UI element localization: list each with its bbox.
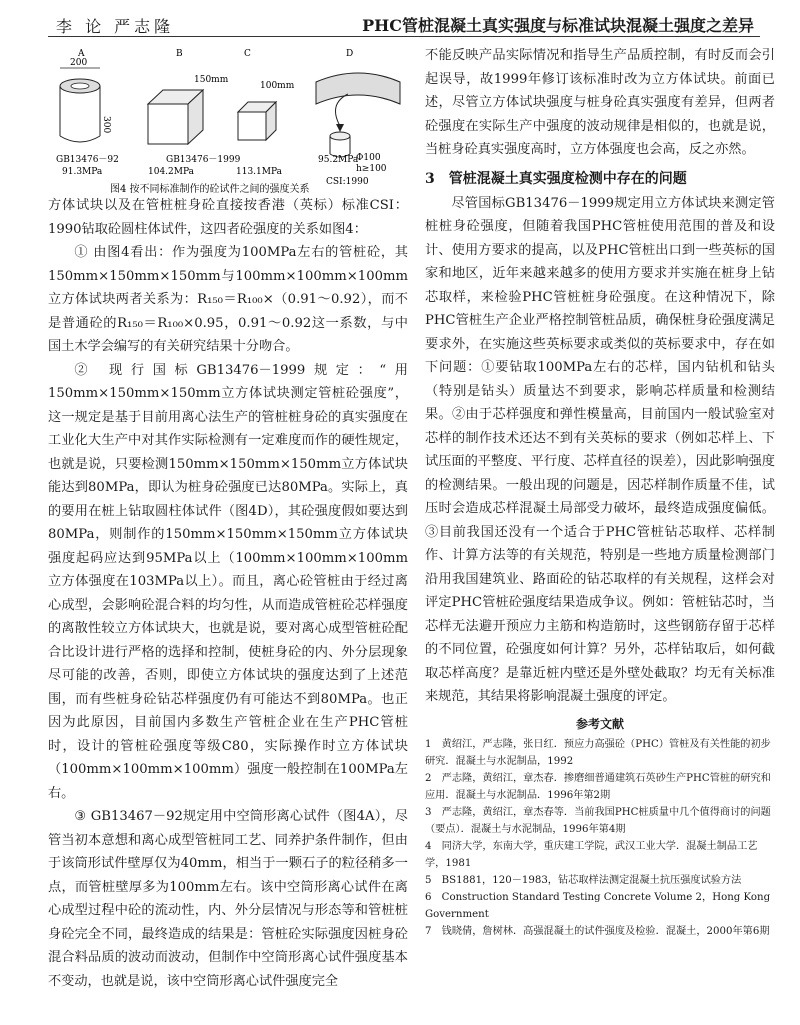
section-title: 3 管桩混凝土真实强度检测中存在的问题 xyxy=(425,170,687,187)
paragraph: ② 现行国标GB13476－1999规定：“用150mm×150mm×150mm立方体试块测定管桩砼强度”，这一规定是基于目前用离心法生产的管桩桩身砼的真实强度在工业化大生产中对其作实际检测有一定难度而作的硬性规定，也就是说，只要检测150mm×150mm×150mm立方体试块能达到80MPa，即认为桩身砼强度已达80MPa。实际上，真的要用在桩上钻取圆柱体试件（图4D），其砼强度假如要达到80MPa，则制作的150mm×150mm×150mm立方体试块强度起码应达到95MPa以上（100mm×100mm×100mm立方体强度在103MPa以上）。而且，离心砼管桩由于经过离心成型，会影响砼混合料的均匀性，从而造成管桩砼芯样强度的离散性较立方体试块大，也就是说，要对离心成型管桩砼配合比设计进行严格的选择和控制，使桩身砼的内、外分层现象尽可能的改善，否则，即使立方体试块的强度达到了上述范围，而有些桩身砼钻芯样强度仍有可能达不到80MPa。也正因为此原因，目前国内多数生产管桩企业在生产PHC管桩时，设计的管桩砼强度等级C80，实际操作时立方体试块（100mm×100mm×100mm）强度一般控制在100MPa左右。 xyxy=(48,362,408,801)
running-header xyxy=(48,8,760,37)
paragraph: 方体试块以及在管桩桩身砼直接按香港（英标）标准CSI：1990钻取砼圆柱体试件，这四者砼强度的关系如图4： xyxy=(48,198,408,237)
fig-dim-d1: Φ100 xyxy=(356,153,381,163)
fig-letter-a: A xyxy=(78,49,85,59)
cube-150 xyxy=(148,104,188,144)
core-sample xyxy=(330,132,350,140)
fig-dim-d2: h≥100 xyxy=(356,164,387,174)
header-authors: 李 论 严志隆 xyxy=(56,17,175,36)
fig-standard-a: GB13476－92 xyxy=(56,155,119,165)
paragraph: ③ GB13467－92规定用中空筒形离心试件（图4A），尽管当初本意想和离心成型管桩同工艺、同养护条件制作，但由于该筒形试件壁厚仅为40mm，相当于一颗石子的粒径稍多一点，而管桩壁厚多为100mm左右。该中空筒形离心试件在离心成型过程中砼的流动性，内、外分层情况与形态等和管桩桩身砼完全不同，最终造成的结果是：管桩砼实际强度因桩身砼混合料品质的波动而波动，但制作中空筒形离心试件强度基本不变动，也就是说，该中空筒形离心试件强度完全 xyxy=(48,809,408,989)
reference-item: 2 严志隆，黄绍江，章杰春．掺磨细普通建筑石英砂生产PHC管桩的研究和应用．混凝土与水泥制品．1996年第2期 xyxy=(425,772,771,801)
fig-strength-c: 113.1MPa xyxy=(236,167,282,177)
left-column xyxy=(48,44,408,993)
fig-dim-c: 100mm xyxy=(260,81,295,91)
figure-4-drawing xyxy=(48,44,408,194)
fig-strength-d: 95.2MPa xyxy=(318,155,359,165)
fig-strength-a: 91.3MPa xyxy=(62,167,103,177)
pile-segment xyxy=(316,73,400,104)
fig-standard-d: CSI:1990 xyxy=(326,177,369,187)
paragraph: 不能反映产品实际情况和指导生产品质控制，有时反而会引起误导，故1999年修订该标准时改为立方体试块。前面已述，尽管立方体试块强度与桩身砼真实强度有差异，但两者砼强度在实际生产中强度的波动规律是相似的，也就是说，当桩身砼真实强度高时，立方体强度也会高，反之亦然。 xyxy=(425,48,775,157)
references-title: 参考文献 xyxy=(575,716,624,731)
reference-item: 6 Construction Standard Testing Concrete Volume 2，Hong Kong Government xyxy=(425,891,771,920)
paragraph: 尽管国标GB13476－1999规定用立方体试块来测定管桩桩身砼强度，但随着我国PHC管桩使用范围的普及和设计、使用方要求的提高，以及PHC管桩出口到一些英标的国家和地区，近年来越来越多的使用方要求并实施在桩身上钻芯取样，来检验PHC管桩桩身砼强度。在这种情况下，除PHC管桩生产企业严格控制管桩品质，确保桩身砼强度满足要求外，在实施这些英标要求或类似的英标要求中，存在如下问题：①要钻取100MPa左右的芯样，国内钻机和钻头（特别是钻头）质量达不到要求，影响芯样质量和检测结果。②由于芯样强度和弹性模量高，目前国内一般试验室对芯样的制作技术还达不到有关英标的要求（例如芯样上、下试压面的平整度、平行度、芯样直径的误差），因此影响强度的检测结果。一般出现的问题是，因芯样制作质量不佳，试压时会造成芯样混凝土局部受力破坏，最终造成强度偏低。③目前我国还没有一个适合于PHC管桩钻芯取样、芯样制作、计算方法等的有关规范，特别是一些地方质量检测部门沿用我国建筑业、路面砼的钻芯取样的有关规程，这样会对评定PHC管桩砼强度结果造成争议。例如：管桩钻芯时，当芯样无法避开预应力主筋和构造筋时，这些钢筋存留于芯样的不同位置，砼强度如何计算？另外，芯样钻取后，如何截取芯样高度？是靠近桩内壁还是外壁处截取？均无有关标准来规范，其结果将影响混凝土强度的评定。 xyxy=(425,195,775,704)
right-column xyxy=(425,44,775,940)
reference-item: 3 严志隆，黄绍江，章杰春等．当前我国PHC桩质量中几个值得商讨的问题（要点）．混凝土与水泥制品，1996年第4期 xyxy=(425,806,771,835)
reference-item: 7 钱晓倩，詹树林．高强混凝土的试件强度及检验．混凝土，2000年第6期 xyxy=(425,925,770,937)
fig-dim-a-side: 300 xyxy=(101,116,111,134)
fig-letter-d: D xyxy=(346,49,354,59)
fig-dim-a-top: 200 xyxy=(70,58,88,68)
figure-4 xyxy=(48,44,408,194)
fig-letter-c: C xyxy=(244,49,251,59)
reference-item: 4 同济大学，东南大学，重庆建工学院，武汉工业大学．混凝土制品工艺学，1981 xyxy=(425,840,758,869)
cube-100 xyxy=(238,112,266,140)
reference-item: 5 BS1881，120－1983，钻芯取样法测定混凝土抗压强度试验方法 xyxy=(425,874,742,886)
fig-standard-b: GB13476－1999 xyxy=(166,155,241,165)
fig-strength-b: 104.2MPa xyxy=(148,167,194,177)
figure-caption: 图4 按不同标准制作的砼试件之间的强度关系 xyxy=(110,184,310,194)
paragraph: ① 由图4看出：作为强度为100MPa左右的管桩砼，其150mm×150mm×150mm与100mm×100mm×100mm立方体试块两者关系为：R₁₅₀＝R₁₀₀×（0.91～0.92），而不是普通砼的R₁₅₀＝R₁₀₀×0.95，0.91～0.92这一系数，与中国土木学会编写的有关研究结果十分吻合。 xyxy=(48,245,408,354)
fig-letter-b: B xyxy=(176,49,183,59)
fig-dim-b: 150mm xyxy=(194,75,229,85)
reference-item: 1 黄绍江，严志隆，张日红．预应力高强砼（PHC）管桩及有关性能的初步研究．混凝土与水泥制品，1992 xyxy=(425,738,771,767)
header-title: PHC管桩混凝土真实强度与标准试块混凝土强度之差异 xyxy=(362,16,754,35)
